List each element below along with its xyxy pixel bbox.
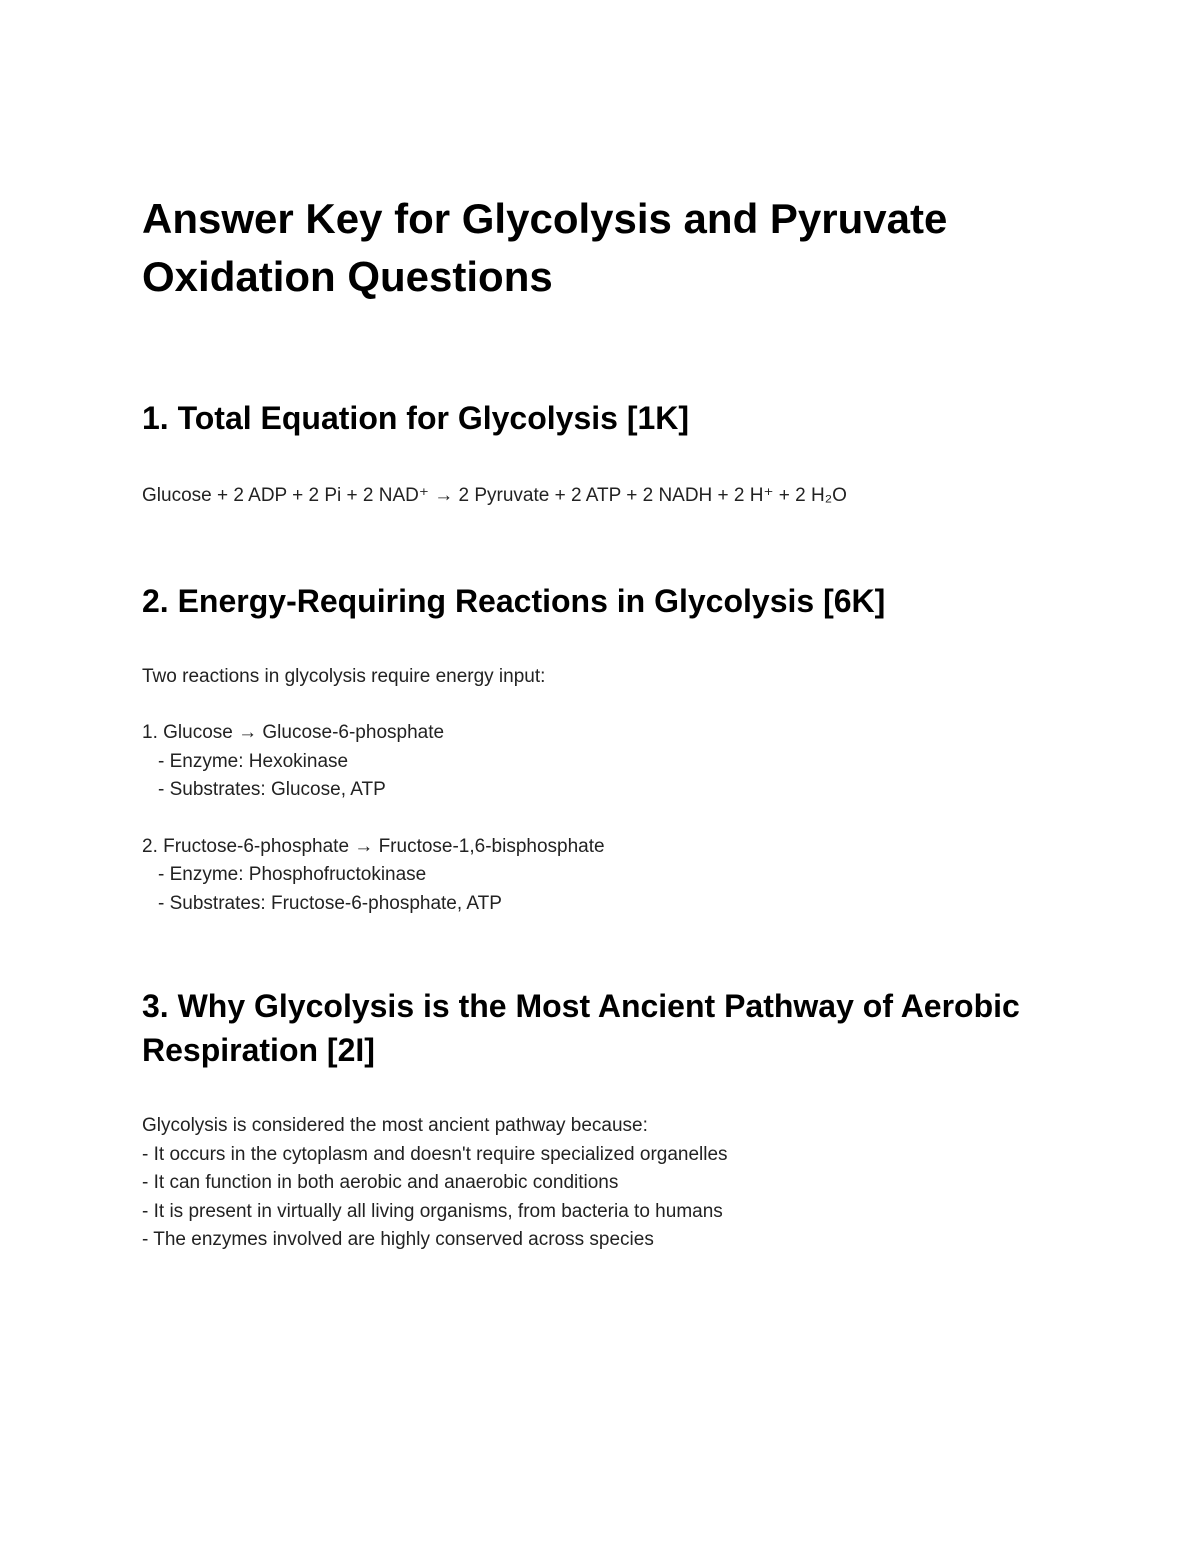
reaction-enzyme: - Enzyme: Phosphofructokinase <box>158 864 427 885</box>
reaction-item <box>142 833 1082 919</box>
section-ancient-pathway <box>142 984 1082 1255</box>
list-item: - It occurs in the cytoplasm and doesn't require specialized organelles <box>142 1143 728 1165</box>
reaction-equation: 1. Glucose → Glucose-6-phosphate <box>142 722 445 743</box>
document-page <box>142 190 1082 1255</box>
section-heading: 2. Energy-Requiring Reactions in Glycolysis [6K] <box>142 582 886 619</box>
list-item: - The enzymes involved are highly conserved across species <box>142 1229 654 1250</box>
section-heading: 1. Total Equation for Glycolysis [1K] <box>142 400 690 436</box>
list-item: - It is present in virtually all living organisms, from bacteria to humans <box>142 1200 723 1222</box>
reaction-item <box>142 719 1082 805</box>
section-heading: 3. Why Glycolysis is the Most Ancient Pathway of Aerobic Respiration [2I] <box>142 988 1020 1068</box>
glycolysis-equation: Glucose + 2 ADP + 2 Pi + 2 NAD⁺ → 2 Pyruvate + 2 ATP + 2 NADH + 2 H⁺ + 2 H₂O <box>142 485 847 506</box>
reaction-enzyme: - Enzyme: Hexokinase <box>158 750 349 772</box>
section-total-equation <box>142 396 1082 511</box>
reaction-substrates: - Substrates: Glucose, ATP <box>158 779 386 800</box>
reaction-equation: 2. Fructose-6-phosphate → Fructose-1,6-bisphosphate <box>142 835 605 857</box>
reaction-substrates: - Substrates: Fructose-6-phosphate, ATP <box>158 892 502 914</box>
section-energy-requiring-reactions <box>142 579 1082 919</box>
section-intro: Two reactions in glycolysis require energy input: <box>142 665 546 687</box>
document-title: Answer Key for Glycolysis and Pyruvate Oxidation Questions <box>142 195 948 300</box>
section-intro: Glycolysis is considered the most ancient pathway because: <box>142 1115 648 1136</box>
list-item: - It can function in both aerobic and anaerobic conditions <box>142 1172 619 1193</box>
